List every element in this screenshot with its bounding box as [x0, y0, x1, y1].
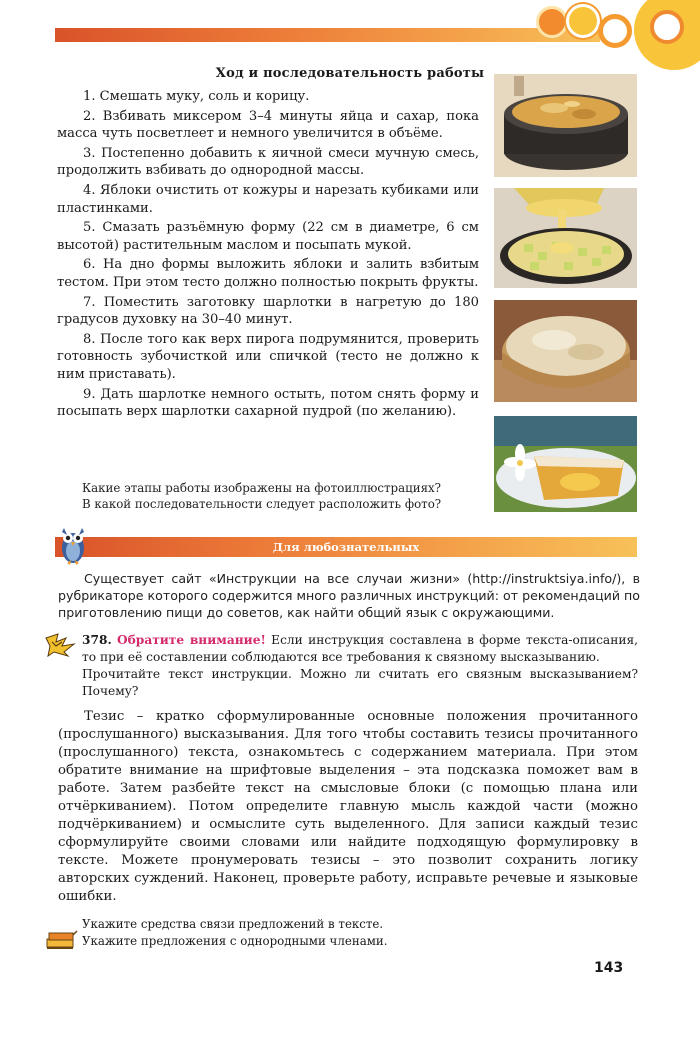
photo-question: В какой последовательности следует расположить фото?: [82, 497, 442, 511]
decorative-circle: [536, 6, 568, 38]
step: 3. Постепенно добавить к яичной смеси мучную смесь, продолжить взбивать до однородной массы.: [57, 145, 479, 179]
step: 2. Взбивать миксером 3–4 минуты яйца и сахар, пока масса чуть посветлеет и немного увеличится в объёме.: [57, 108, 479, 142]
step: 1. Смешать муку, соль и корицу.: [83, 89, 310, 104]
exercise-378: [82, 632, 638, 700]
step: 7. Поместить заготовку шарлотки в нагретую до 180 градусов духовку на 30–40 минут.: [57, 294, 479, 328]
decorative-circle: [566, 4, 600, 38]
instruction-steps: [57, 88, 479, 423]
attention-label: Обратите внимание!: [117, 633, 266, 647]
curious-text: [58, 570, 640, 621]
exercise-statement: [82, 632, 638, 666]
photo-charlotte-slice: [494, 416, 637, 512]
page-number: 143: [594, 960, 624, 976]
exercise-text: Если инструкция составлена в форме текста-описания, то при её составлении соблюдаются все требования к связному высказыванию.: [82, 633, 639, 664]
owl-icon: [58, 524, 88, 566]
step: 8. После того как верх пирога подрумянится, проверить готовность зубочисткой или спичкой (тесто не должно к ним приставать).: [57, 331, 479, 382]
book-icon: [44, 929, 78, 951]
photo-baked-charlotte: [494, 300, 637, 402]
thesis-section: [58, 708, 638, 906]
curious-section-band: Для любознательных: [55, 537, 637, 557]
exercise-icon: [44, 632, 76, 658]
thesis-paragraph: Тезис – кратко сформулированные основные положения прочитанного (прослушанного) высказывания. Для того чтобы составить тезисы прочитанного (прослушанного) текста, ознакомьтесь с содержанием материала. При этом обратите внимание на шрифтовые выделения – эта подсказка поможет вам в работе. Затем разбейте текст на смысловые блоки (с помощью плана или отчёркиванием). Потом определите главную мысль каждой части (можно подчёркиванием) и осмыслите суть выделенного. Для записи каждый тезис сформулируйте своими словами или найдите подходящую формулировку в тексте. Можете пронумеровать тезисы – это позволит сохранить логику авторских суждений. Наконец, проверьте работу, исправьте речевые и языковые ошибки.: [58, 709, 638, 904]
photo-baked-pie-in-pan: [494, 74, 637, 177]
step: 5. Смазать разъёмную форму (22 см в диаметре, 6 см высотой) растительным маслом и посыпать мукой.: [57, 220, 479, 253]
decorative-circle: [598, 14, 632, 48]
step: 4. Яблоки очистить от кожуры и нарезать кубиками или пластинками.: [57, 182, 479, 216]
task-item: Укажите средства связи предложений в тексте.: [82, 917, 384, 931]
task-item: Укажите предложения с однородными членами.: [82, 934, 388, 948]
exercise-number: 378.: [82, 633, 112, 647]
top-decorative-bar: [55, 28, 600, 42]
photo-questions: [82, 480, 482, 512]
work-heading: Ход и последовательность работы: [215, 66, 485, 81]
photo-question: Какие этапы работы изображены на фотоиллюстрациях?: [82, 481, 441, 495]
photo-pouring-batter: [494, 188, 637, 288]
tasks-list: [82, 916, 502, 950]
exercise-task: Прочитайте текст инструкции. Можно ли считать его связным высказыванием? Почему?: [82, 667, 638, 698]
decorative-circle: [650, 10, 684, 44]
step: 9. Дать шарлотке немного остыть, потом снять форму и посыпать верх шарлотки сахарной пудрой (по желанию).: [57, 386, 479, 420]
step: 6. На дно формы выложить яблоки и залить взбитым тестом. При этом тесто должно полностью покрыть фрукты.: [57, 257, 479, 290]
curious-paragraph: Существует сайт «Инструкции на все случаи жизни» (http://instruktsiya.info/), в рубрикаторе которого содержится много различных инструкций: от рекомендаций по приготовлению пищи до советов, как найти общий язык с окружающими.: [58, 571, 640, 620]
